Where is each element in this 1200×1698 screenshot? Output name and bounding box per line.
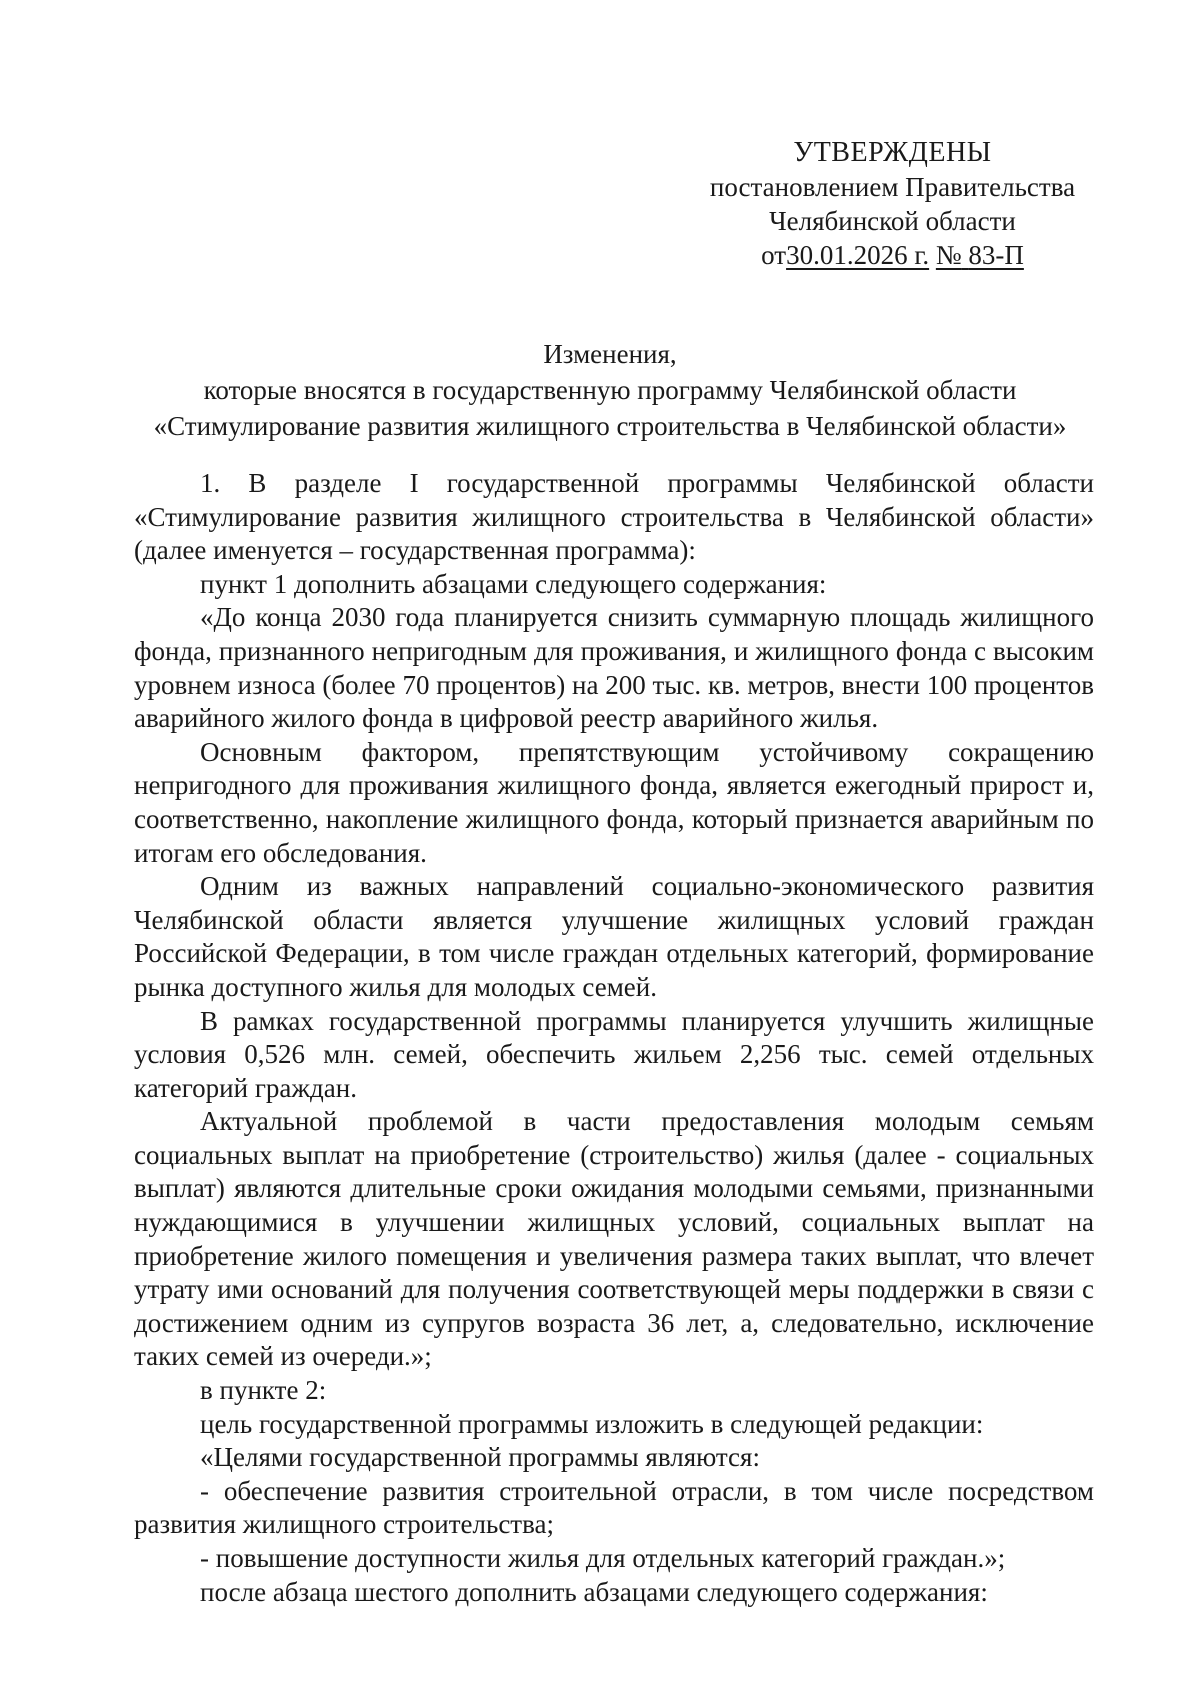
paragraph: «Целями государственной программы являются:: [200, 1442, 760, 1473]
approval-date: 30.01.2026 г.: [786, 240, 930, 270]
approval-number: 83-П: [968, 240, 1024, 270]
approval-heading: УТВЕРЖДЕНЫ: [793, 137, 992, 168]
title-line-1: Изменения,: [543, 339, 677, 369]
paragraph: 1. В разделе I государственной программы Челябинской области «Стимулирование развития жилищного строительства в Челябинской области» (далее именуется – государственная программа):: [134, 468, 1094, 566]
approval-block: [700, 136, 1085, 272]
paragraph: Актуальной проблемой в части предоставления молодым семьям социальных выплат на приобретение (строительство) жилья (далее - социальных выплат) являются длительные сроки ожидания молодыми семьями, признанными нуждающимися в улучшении жилищных условий, социальных выплат на приобретение жилого помещения и увеличения размера таких выплат, что влечет утрату ими оснований для получения соответствующей меры поддержки в связи с достижением одним из супругов возраста 36 лет, а, следовательно, исключение таких семей из очереди.»;: [134, 1106, 1094, 1372]
paragraph: в пункте 2:: [200, 1375, 327, 1406]
paragraph: «До конца 2030 года планируется снизить суммарную площадь жилищного фонда, признанного непригодным для проживания, и жилищного фонда с высоким уровнем износа (более 70 процентов) на 200 тыс. кв. метров, внести 100 процентов аварийного жилого фонда в цифровой реестр аварийного жилья.: [134, 602, 1094, 734]
title-line-3: «Стимулирование развития жилищного строительства в Челябинской области»: [153, 411, 1067, 441]
approval-line-1: постановлением Правительства: [709, 172, 1076, 202]
document-title: [120, 336, 1100, 444]
paragraph: В рамках государственной программы планируется улучшить жилищные условия 0,526 млн. семей, обеспечить жильем 2,256 тыс. семей отдельных категорий граждан.: [134, 1005, 1094, 1103]
title-line-2: которые вносятся в государственную программу Челябинской области: [203, 375, 1017, 405]
paragraph: пункт 1 дополнить абзацами следующего содержания:: [200, 568, 827, 599]
paragraph: Основным фактором, препятствующим устойчивому сокращению непригодного для проживания жилищного фонда, является ежегодный прирост и, соответственно, накопление жилищного фонда, который признается аварийным по итогам его обследования.: [134, 736, 1094, 868]
paragraph: - обеспечение развития строительной отрасли, в том числе посредством развития жилищного строительства;: [134, 1475, 1094, 1540]
approval-date-line: [700, 238, 1085, 272]
paragraph: - повышение доступности жилья для отдельных категорий граждан.»;: [200, 1543, 1006, 1573]
number-prefix: №: [935, 240, 962, 270]
paragraph: цель государственной программы изложить в следующей редакции:: [200, 1408, 984, 1439]
approval-line-2: Челябинской области: [769, 206, 1016, 236]
paragraph: после абзаца шестого дополнить абзацами следующего содержания:: [200, 1576, 988, 1607]
date-prefix: от: [761, 240, 787, 270]
document-body: [134, 467, 1094, 1609]
paragraph: Одним из важных направлений социально-экономического развития Челябинской области является улучшение жилищных условий граждан Российской Федерации, в том числе граждан отдельных категорий, формирование рынка доступного жилья для молодых семей.: [134, 871, 1094, 1002]
